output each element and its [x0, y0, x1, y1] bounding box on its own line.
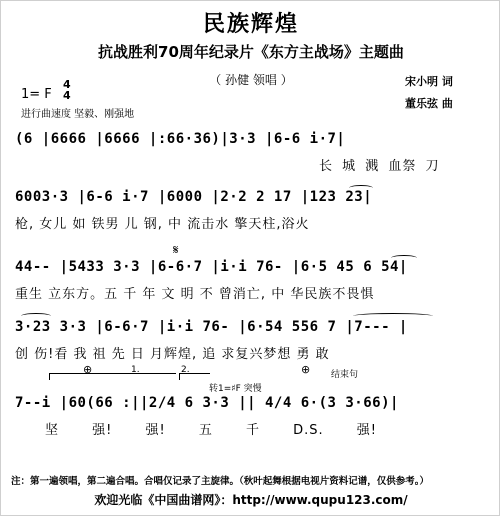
tie-mark — [21, 313, 51, 319]
score-line-4-lyrics: 创 伤!看 我 祖 先 日 月辉煌, 追 求复兴梦想 勇 敢 — [15, 347, 330, 362]
website-credit: 欢迎光临《中国曲谱网》：http://www.qupu123.com/ — [94, 493, 408, 507]
score-line-4-notes: 3·23 3·3 |6-6·7 |i·i 76- |6·54 556 7 |7--- | — [15, 319, 408, 335]
key-signature: 1= F — [21, 87, 52, 102]
score-line-5-lyrics: 坚 强! 强! 五 千 D.S. 强! — [45, 423, 377, 438]
score-line-2-notes: 6003·3 |6-6 i·7 |6000 |2·2 2 17 |123 23| — [15, 189, 373, 205]
song-title: 民族辉煌 — [202, 12, 299, 37]
modulation-label: 转1=♯F 突慢 — [209, 384, 262, 394]
tempo-marking: 进行曲速度 坚毅、刚强地 — [21, 109, 135, 120]
score-line-2-lyrics: 枪, 女儿 如 铁男 儿 钢, 中 流击水 擎天柱,浴火 — [15, 217, 310, 232]
score-line-1-notes: (6 |6666 |6666 |:66·36)|3·3 |6-6 i·7| — [15, 131, 346, 147]
tie-mark — [349, 185, 373, 191]
tie-mark — [353, 313, 433, 319]
lyricist-credit: 宋小明 词 — [405, 75, 453, 88]
score-line-3-notes: 44-- |5433 3·3 |6-6·7 |i·i 76- |6·5 45 6 54| — [15, 259, 408, 275]
first-ending-bracket — [49, 373, 176, 380]
time-signature — [63, 79, 71, 101]
time-sig-denominator: 4 — [63, 89, 71, 102]
coda-sign: ⊕ — [83, 363, 93, 376]
time-sig-numerator: 4 — [63, 78, 71, 91]
coda-section-label: 结束句 — [331, 370, 359, 380]
song-subtitle: 抗战胜利70周年纪录片《东方主战场》主题曲 — [98, 43, 404, 61]
coda-sign: ⊕ — [301, 363, 311, 376]
tie-mark — [391, 255, 417, 261]
lead-singer: （ 孙健 领唱 ） — [209, 73, 293, 87]
segno-sign: 𝄋 — [173, 243, 179, 258]
score-line-3-lyrics: 重生 立东方。五 千 年 文 明 不 曾消亡, 中 华民族不畏惧 — [15, 287, 375, 302]
second-ending-number: 2. — [181, 365, 190, 375]
score-line-1-lyrics: 长 城 溅 血祭 刀 — [319, 159, 440, 174]
score-line-5-notes: 7--i |60(66 :||2/4 6 3·3 || 4/4 6·(3 3·66)| — [15, 395, 399, 411]
composer-credit: 董乐弦 曲 — [405, 97, 453, 110]
first-ending-number: 1. — [131, 365, 140, 375]
footnote: 注：第一遍领唱，第二遍合唱。合唱仅记录了主旋律。（秋叶起舞根据电视片资料记谱，仅供参考。） — [11, 476, 430, 487]
